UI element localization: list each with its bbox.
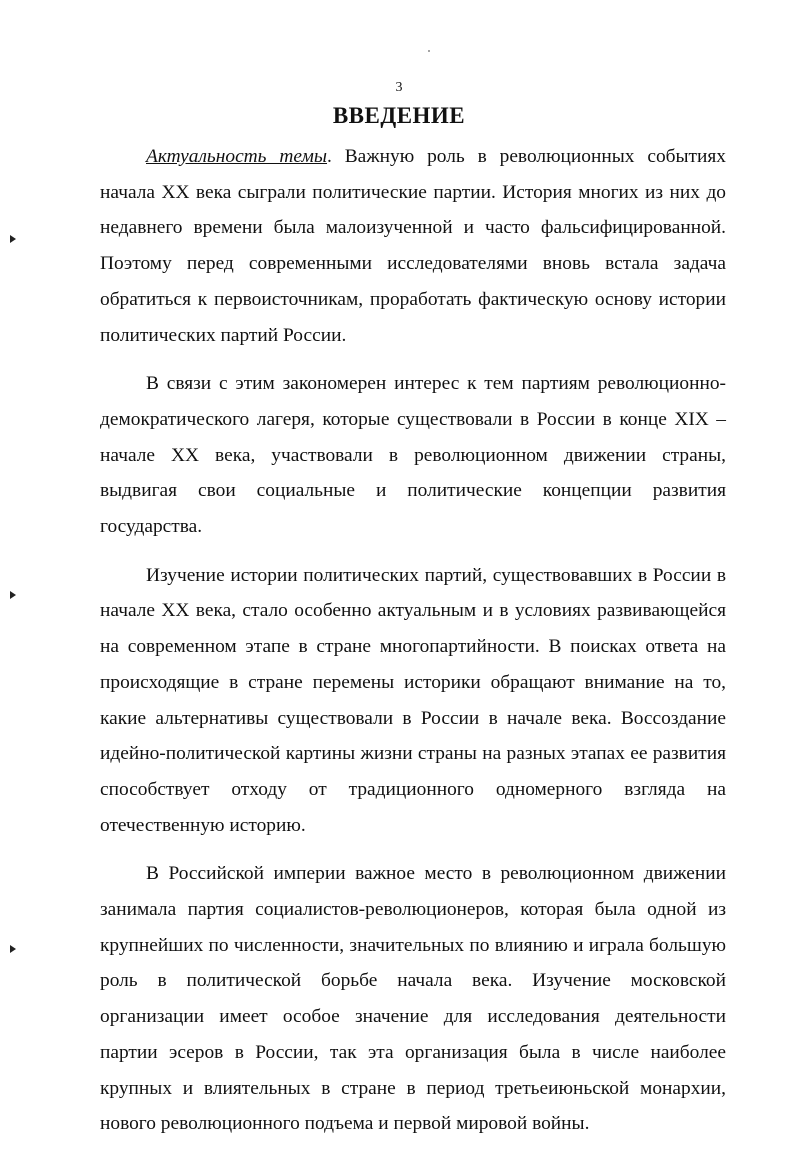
section-heading-period: . xyxy=(327,146,332,167)
margin-mark-1 xyxy=(10,235,16,243)
paragraph-1-text: Важную роль в революционных событиях начала XX века сыграли политические партии. История многих из них до недавнего времени была малоизученной и часто фальсифицированной. Поэтому перед современными исследователями вновь встала задача обратиться к первоисточникам, проработать фактическую основу истории политических партий России. xyxy=(100,146,726,346)
document-body xyxy=(100,139,726,1142)
section-heading: Актуальность темы xyxy=(146,146,328,167)
margin-mark-3 xyxy=(10,945,16,953)
paragraph-4: В Российской империи важное место в революционном движении занимала партия социалистов-революционеров, которая была одной из крупнейших по численности, значительных по влиянию и играла большую роль в политической борьбе начала века. Изучение московской организации имеет особое значение для исследования деятельности партии эсеров в России, так эта организация была в числе наиболее крупных и влиятельных в стране в период третьеиюньской монархии, нового революционного подъема и первой мировой войны. xyxy=(100,863,726,1135)
margin-mark-2 xyxy=(10,591,16,599)
page-title: ВВЕДЕНИЕ xyxy=(332,103,466,128)
paragraph-1 xyxy=(100,139,726,353)
page-number: 3 xyxy=(395,80,403,95)
scan-speck xyxy=(428,50,430,52)
paragraph-2: В связи с этим закономерен интерес к тем партиям революционно-демократического лагеря, которые существовали в России в конце XIX – начале XX века, участвовали в революционном движении страны, выдвигая свои социальные и политические концепции развития государства. xyxy=(100,373,726,538)
paragraph-3: Изучение истории политических партий, существовавших в России в начале XX века, стало особенно актуальным и в условиях развивающейся на современном этапе в стране многопартийности. В поисках ответа на происходящие в стране перемены историки обращают внимание на то, какие альтернативы существовали в России в начале века. Воссоздание идейно-политической картины жизни страны на разных этапах ее развития способствует отходу от традиционного одномерного взгляда на отечественную историю. xyxy=(100,564,726,836)
